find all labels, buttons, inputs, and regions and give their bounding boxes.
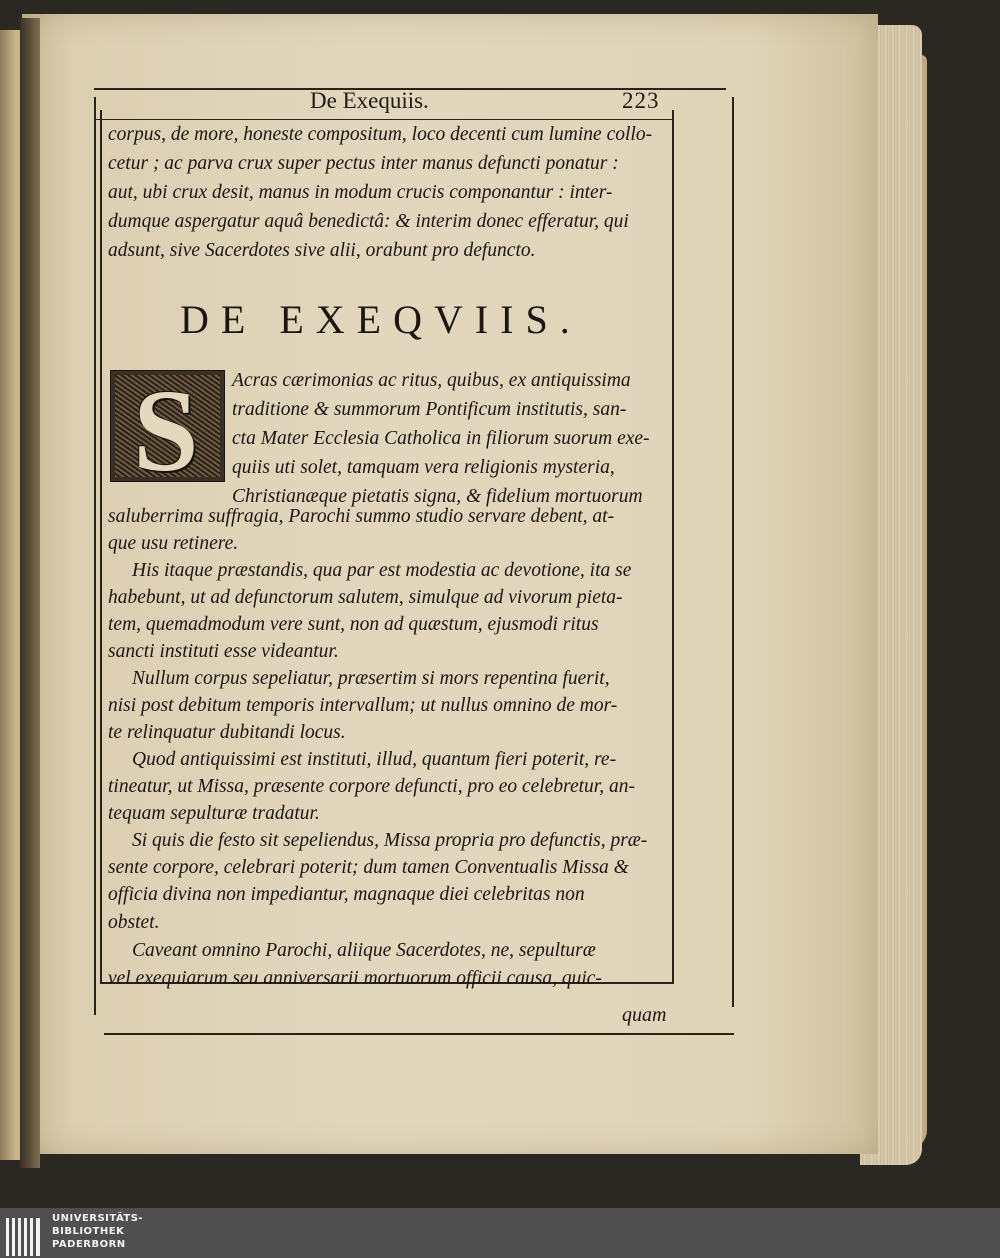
initial-letter: S (133, 370, 199, 482)
text-line: traditione & summorum Pontificum institutis, san- (232, 399, 627, 420)
text-line: adsunt, sive Sacerdotes sive alii, orabunt pro defuncto. (108, 240, 536, 261)
book-gutter (20, 18, 40, 1168)
text-line: Si quis die festo sit sepeliendus, Missa propria pro defunctis, præ- (132, 830, 648, 851)
text-line: Acras cærimonias ac ritus, quibus, ex antiquissima (232, 370, 631, 391)
text-line: nisi post debitum temporis intervallum; ut nullus omnino de mor- (108, 695, 618, 716)
decorated-initial (110, 370, 225, 482)
text-line: Caveant omnino Parochi, aliique Sacerdotes, ne, sepulturæ (132, 940, 596, 961)
text-line: habebunt, ut ad defunctorum salutem, simulque ad vivorum pieta- (108, 587, 623, 608)
library-name (52, 1212, 143, 1251)
text-line: cta Mater Ecclesia Catholica in filiorum suorum exe- (232, 428, 650, 449)
section-title: DE EXEQVIIS. (180, 297, 582, 342)
running-head: De Exequiis. (310, 88, 429, 113)
text-line: quiis uti solet, tamquam vera religionis mysteria, (232, 457, 615, 478)
text-line: te relinquatur dubitandi locus. (108, 722, 346, 743)
header-underline (94, 119, 674, 120)
text-line: sancti instituti esse videantur. (108, 641, 339, 662)
library-footer (0, 1208, 1000, 1258)
text-line: tequam sepulturæ tradatur. (108, 803, 320, 824)
text-line: que usu retinere. (108, 533, 239, 554)
right-frame-rule (732, 97, 734, 1007)
library-name-line3: PADERBORN (52, 1239, 126, 1250)
text-line: Nullum corpus sepeliatur, præsertim si mors repentina fuerit, (132, 668, 610, 689)
text-line: cetur ; ac parva crux super pectus inter manus defuncti ponatur : (108, 153, 619, 174)
text-line: tineatur, ut Missa, præsente corpore defuncti, pro eo celebretur, an- (108, 776, 635, 797)
text-line: dumque aspergatur aquâ benedictâ: & interim donec efferatur, qui (108, 211, 629, 232)
library-name-line2: BIBLIOTHEK (52, 1226, 125, 1237)
text-line: Quod antiquissimi est instituti, illud, quantum fieri poterit, re- (132, 749, 617, 770)
catchword: quam (622, 1004, 667, 1026)
library-name-line1: UNIVERSITÄTS- (52, 1213, 144, 1224)
text-line: Christianæque pietatis signa, & fidelium mortuorum (232, 486, 643, 507)
text-line: corpus, de more, honeste compositum, loco decenti cum lumine collo- (108, 124, 653, 145)
text-line: aut, ubi crux desit, manus in modum crucis componantur : inter- (108, 182, 613, 203)
text-line: sente corpore, celebrari poterit; dum tamen Conventualis Missa & (108, 857, 629, 878)
text-line: obstet. (108, 912, 160, 933)
text-line: tem, quemadmodum vere sunt, non ad quæstum, ejusmodi ritus (108, 614, 599, 635)
bottom-rule (104, 1033, 734, 1035)
text-line: officia divina non impediantur, magnaque diei celebritas non (108, 884, 585, 905)
text-line: His itaque præstandis, qua par est modestia ac devotione, ita se (132, 560, 632, 581)
left-frame-rule (94, 97, 96, 1015)
library-logo-icon (6, 1216, 46, 1258)
page-number: 223 (622, 88, 660, 113)
text-line: saluberrima suffragia, Parochi summo studio servare debent, at- (108, 506, 615, 527)
text-line: vel exequiarum seu anniversarii mortuorum officii causa, quic- (108, 968, 602, 989)
